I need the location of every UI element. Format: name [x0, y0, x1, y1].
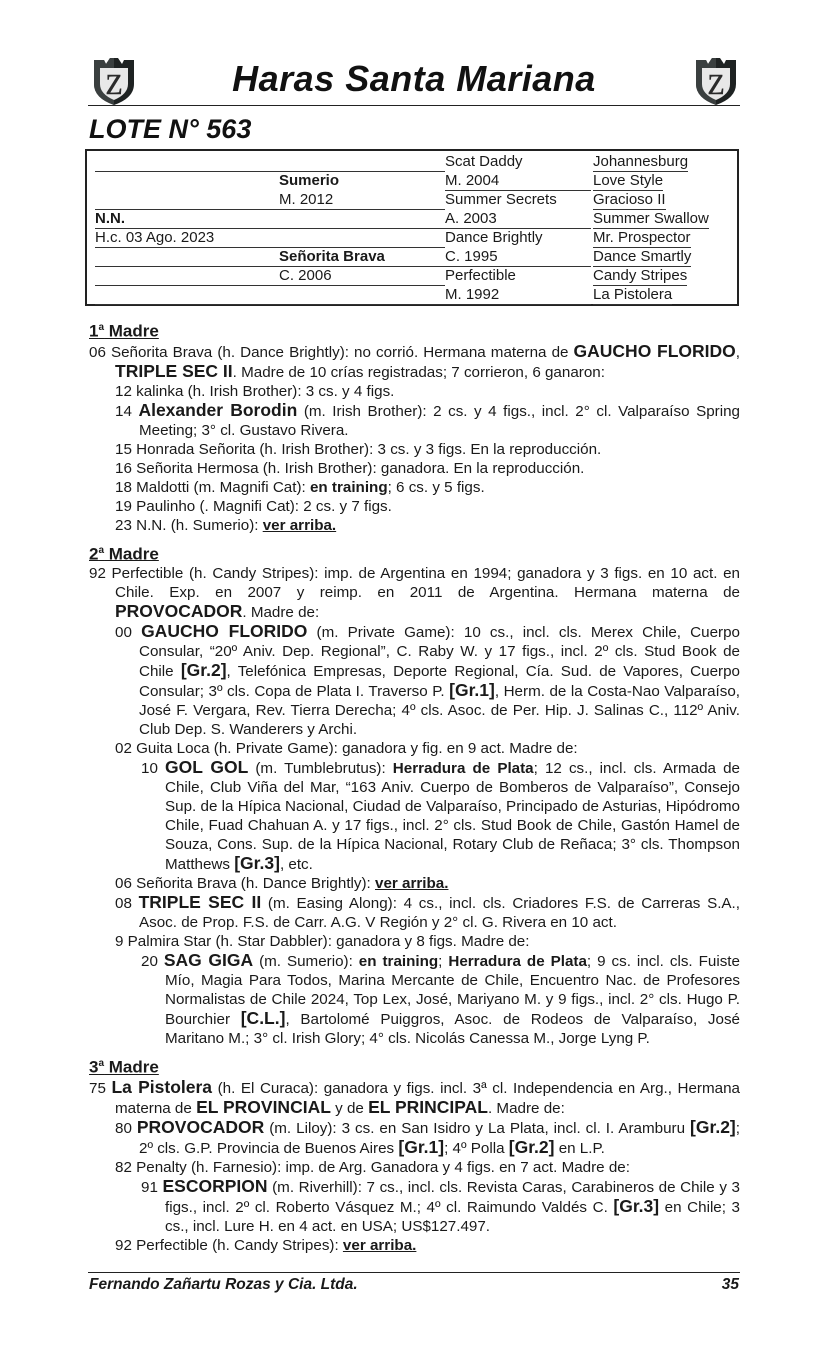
grade-badge: [Gr.2] [180, 660, 227, 681]
pedigree-row [95, 286, 717, 305]
section-title-second-dam: 2$^a$ Madre [89, 544, 159, 564]
see-above-link[interactable]: ver arriba. [342, 1236, 417, 1254]
dam-entry: 75 La Pistolera (h. El Curaca): ganadora y figs. incl. 3ª cl. Independencia en Arg., Hermana materna de EL PROVINCIAL y de EL PRINCIPAL. Madre de: [89, 1076, 740, 1117]
page-title: Haras Santa Mariana [232, 58, 596, 99]
svg-text:Z: Z [105, 70, 123, 101]
horse-name: EL PROVINCIAL [196, 1096, 331, 1117]
horse-name: GOL GOL [165, 757, 249, 778]
offspring-entry: 23 N.N. (h. Sumerio): ver arriba. [115, 516, 337, 534]
offspring-entry: 92 Perfectible (h. Candy Stripes): ver arriba. [115, 1236, 417, 1254]
offspring-entry: 06 Señorita Brava (h. Dance Brightly): ver arriba. [115, 875, 449, 893]
pedigree-row [95, 248, 717, 267]
offspring-entry: 12 kalinka (h. Irish Brother): 3 cs. y 4 figs. [115, 382, 395, 400]
gen4-ancestor: Gracioso II [593, 191, 666, 208]
offspring-entry: 91 ESCORPION (m. Riverhill): 7 cs., incl. cls. Revista Caras, Carabineros de Chile y 3 figs., incl. 2º cl. Roberto Vásquez M.; 4º cl. Raimundo Valdés C. [Gr.3] en Chile; 3 cs., incl. Lure H. en 4 act. en USA; US$127.497. [141, 1175, 741, 1235]
damsire-dam-detail: M. 1992 [445, 286, 591, 305]
offspring-entry: 18 Maldotti (m. Magnifi Cat): en training; 6 cs. y 5 figs. [115, 478, 485, 496]
pedigree-blank [95, 172, 445, 191]
pedigree-blank [95, 248, 445, 267]
pedigree-row [95, 210, 717, 229]
gen4-ancestor: Love Style [593, 172, 664, 189]
grade-badge: [C.L.] [240, 1008, 286, 1029]
grade-badge: [Gr.3] [613, 1195, 660, 1216]
see-above-link[interactable]: ver arriba. [262, 516, 337, 534]
offspring-entry: 20 SAG GIGA (m. Sumerio): en training; Herradura de Plata; 9 cs. incl. cls. Fuiste Mío, Magia Para Todos, Marina Mercante de Chile, Encuentro Nac. de Profesores Normalistas de Chile 2024, Top Lex, José, Mariyano M. y 9 figs., incl. 2° cls. Hugo P. Bourchier [C.L.], Bartolomé Puiggros, Asoc. de Rodeos de Valparaíso, José Maritano M.; 3° cl. Irish Glory; 4° cls. Nicolás Canessa M., Jorge Lyng P. [141, 950, 740, 1048]
horse-name: GAUCHO FLORIDO [573, 340, 736, 361]
offspring-entry: 10 GOL GOL (m. Tumblebrutus): Herradura de Plata; 12 cs., incl. cls. Armada de Chile, Club Viña del Mar, “163 Aniv. Cuerpo de Bomberos de Valparaíso”, Consejo Sup. de la Hípica Nacional, Ciudad de Valparaíso, Principado de Asturias, Hipódromo Chile, Fuad Chahuan A. y 17 figs., incl. 2° cls. Stud Book de Chile, Gastón Hamel de Souza, Cons. Sup. de la Hípica Nacional, Rotary Club de Reñaca; 3° cls. Thompson Matthews [Gr.3], etc. [141, 757, 740, 874]
family-notes [89, 318, 740, 1255]
see-above-link[interactable]: ver arriba. [375, 875, 449, 893]
dam-entry: 92 Perfectible (h. Candy Stripes): imp. de Argentina en 1994; ganadora y 3 figs. en 10 act. en Chile. Exp. en 2007 y reimp. en 2011 de Argentina. Hermana materna de PROVOCADOR. Madre de: [89, 565, 740, 622]
offspring-entry: 14 Alexander Borodin (m. Irish Brother): 2 cs. y 4 figs., incl. 2° cl. Valparaíso Spring Meeting; 3° cl. Gustavo Rivera. [115, 399, 740, 439]
grade-badge: [Gr.3] [234, 853, 280, 874]
offspring-entry: 9 Palmira Star (h. Star Dabbler): ganadora y 8 figs. Madre de: [115, 933, 530, 951]
sire-detail: M. 2012 [279, 191, 334, 208]
gen4-ancestor: Dance Smartly [593, 248, 692, 265]
horse-name: La Pistolera [111, 1076, 213, 1097]
horse-name: GAUCHO FLORIDO [141, 621, 308, 642]
grade-badge: [Gr.2] [690, 1116, 736, 1137]
dam-entry: 06 Señorita Brava (h. Dance Brightly): no corrió. Hermana materna de GAUCHO FLORIDO, TRIPLE SEC II. Madre de 10 crías registradas; 7 corrieron, 6 ganaron: [89, 340, 740, 381]
offspring-entry: 08 TRIPLE SEC II (m. Easing Along): 4 cs., incl. cls. Criadores F.S. de Carreras S.A., Asoc. de Prop. F.S. de Carr. A.G. V Región y 2° cl. G. Rivera en 10 act. [115, 892, 740, 932]
subject-detail: H.c. 03 Ago. 2023 [95, 229, 445, 248]
footer-divider [88, 1272, 740, 1273]
pedigree-blank [95, 286, 445, 305]
horse-name: ESCORPION [162, 1175, 268, 1196]
dam-name: Señorita Brava [279, 248, 385, 265]
pedigree-row [95, 191, 717, 210]
grade-badge: [Gr.1] [398, 1136, 445, 1157]
offspring-entry: 82 Penalty (h. Farnesio): imp. de Arg. Ganadora y 4 figs. en 7 act. Madre de: [115, 1158, 630, 1176]
pedigree-blank [95, 267, 445, 286]
horse-name: TRIPLE SEC II [138, 892, 262, 913]
svg-text:Z: Z [707, 70, 725, 101]
grade-badge: [Gr.1] [449, 680, 495, 701]
pedigree-table [85, 149, 739, 306]
header-divider [88, 105, 740, 106]
offspring-entry: 80 PROVOCADOR (m. Liloy): 3 cs. en San Isidro y La Plata, incl. cl. I. Aramburu [Gr.2]; 2º cls. G.P. Provincia de Buenos Aires [Gr.1]; 4º Polla [Gr.2] en L.P. [115, 1116, 740, 1157]
horse-name: PROVOCADOR [136, 1116, 265, 1137]
subject-name: N.N. [95, 210, 445, 229]
page-header [88, 56, 740, 108]
dam-detail: C. 2006 [279, 267, 332, 284]
gen4-ancestor: Johannesburg [593, 153, 689, 170]
section-title-first-dam: 1$^a$ Madre [89, 321, 159, 341]
grandsire-sire-detail: M. 2004 [445, 172, 591, 191]
gen4-ancestor: La Pistolera [593, 286, 673, 303]
gen4-ancestor: Summer Swallow [593, 210, 709, 227]
horse-name: TRIPLE SEC II [115, 360, 233, 381]
pedigree-row [95, 267, 717, 286]
sire-name: Sumerio [279, 172, 340, 189]
shield-z-logo-icon [692, 56, 740, 106]
offspring-entry: 19 Paulinho (. Magnifi Cat): 2 cs. y 7 figs. [115, 497, 392, 515]
footer-company: Fernando Zañartu Rozas y Cia. Ltda. [89, 1276, 358, 1293]
offspring-entry: 00 GAUCHO FLORIDO (m. Private Game): 10 cs., incl. cls. Merex Chile, Cuerpo Consular, “20º Aniv. Dep. Regional”, C. Raby W. y 17 figs., incl. 2º cls. Stud Book de Chile [Gr.2], Telefónica Empresas, Deporte Regional, Cía. Sud. de Vapores, Cuerpo Consular; 3º cls. Copa de Plata I. Traverso P. [Gr.1], Herm. de la Costa-Nao Valparaíso, José F. Vergara, Rev. Tierra Derecha; 4º cls. Asoc. de Per. Hip. J. Salinas C., 112º Aniv. Club Dep. S. Wanderers y Archi. [115, 621, 740, 739]
gen4-ancestor: Mr. Prospector [593, 229, 691, 246]
grade-badge: [Gr.2] [508, 1136, 555, 1157]
pedigree-row [95, 153, 717, 172]
horse-name: EL PRINCIPAL [368, 1096, 488, 1117]
grandsire-sire-name: Scat Daddy [445, 153, 523, 170]
pedigree-row [95, 172, 717, 191]
pedigree-row [95, 229, 717, 248]
offspring-entry: 16 Señorita Hermosa (h. Irish Brother): ganadora. En la reproducción. [115, 459, 585, 477]
section-title-third-dam: 3$^a$ Madre [89, 1057, 159, 1077]
horse-name: SAG GIGA [163, 950, 254, 971]
horse-name: PROVOCADOR [115, 601, 243, 622]
lot-number: LOTE N° 563 [89, 114, 252, 144]
offspring-entry: 15 Honrada Señorita (h. Irish Brother): 3 cs. y 3 figs. En la reproducción. [115, 440, 602, 458]
damsire-dam-name: Perfectible [445, 267, 516, 284]
granddam-sire-detail: A. 2003 [445, 210, 591, 229]
pedigree-blank [95, 153, 445, 172]
granddam-dam-name: Dance Brightly [445, 229, 543, 246]
granddam-dam-detail: C. 1995 [445, 248, 591, 267]
gen4-ancestor: Candy Stripes [593, 267, 688, 284]
offspring-entry: 02 Guita Loca (h. Private Game): ganadora y fig. en 9 act. Madre de: [115, 740, 578, 758]
horse-name: Alexander Borodin [138, 399, 298, 420]
page-number: 35 [721, 1276, 739, 1293]
pedigree-blank [95, 191, 445, 210]
granddam-sire-name: Summer Secrets [445, 191, 557, 208]
